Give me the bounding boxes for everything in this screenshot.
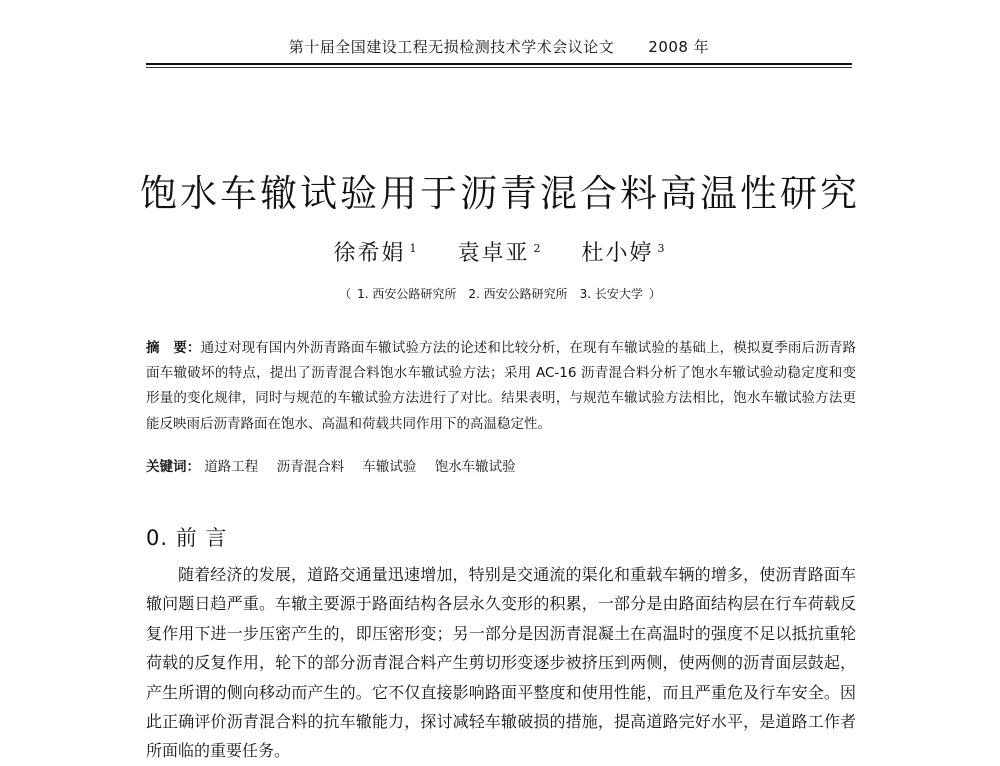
author: 袁卓亚 $^2$ xyxy=(457,241,543,266)
affiliation: 3. 长安大学 xyxy=(579,287,643,301)
author-list xyxy=(200,236,800,267)
abstract-label: 摘 要： xyxy=(146,340,201,356)
section-heading: 0. 前 言 xyxy=(146,526,228,550)
keyword: 饱水车辙试验 xyxy=(434,459,516,475)
affiliation-list: （ 1. 西安公路研究所 2. 西安公路研究所 3. 长安大学 ） xyxy=(339,287,661,301)
keyword: 道路工程 xyxy=(204,459,259,475)
conference-year: 2008 年 xyxy=(648,38,710,56)
author: 徐希娟 $^1$ xyxy=(333,241,419,266)
section-body xyxy=(146,560,856,766)
conference-name: 第十届全国建设工程无损检测技术学术会议论文 xyxy=(288,38,615,56)
abstract-text: 通过对现有国内外沥青路面车辙试验方法的论述和比较分析，在现有车辙试验的基础上，模拟夏季雨后沥青路面车辙破坏的特点，提出了沥青混合料饱水车辙试验方法；采用 AC-16 沥青混合料分析了饱水车辙试验动稳定度和变形量的变化规律，同时与规范的车辙试验方法进行了对比。结果表明，与规范车辙试验方法相比，饱水车辙试验方法更能反映雨后沥青路面在饱水、高温和荷载共同作用下的高温稳定性。 xyxy=(146,340,857,432)
keywords xyxy=(146,455,856,475)
author-mark: 3 xyxy=(657,241,667,255)
keyword: 沥青混合料 xyxy=(276,459,345,475)
author-mark: 1 xyxy=(409,241,419,255)
abstract xyxy=(146,336,856,437)
paragraph: 随着经济的发展，道路交通量迅速增加，特别是交通流的渠化和重载车辆的增多，使沥青路面车辙问题日趋严重。车辙主要源于路面结构各层永久变形的积累，一部分是由路面结构层在行车荷载反复作用下进一步压密产生的，即压密形变；另一部分是因沥青混凝土在高温时的强度不足以抵抗重轮荷载的反复作用，轮下的部分沥青混合料产生剪切形变逐步被挤压到两侧，使两侧的沥青面层鼓起，产生所谓的侧向移动而产生的。它不仅直接影响路面平整度和使用性能，而且严重危及行车安全。因此正确评价沥青混合料的抗车辙能力，探讨减轻车辙破损的措施，提高道路完好水平，是道路工作者所面临的重要任务。 xyxy=(146,565,856,761)
keywords-label: 关键词： xyxy=(146,459,200,475)
header-rule-thin xyxy=(146,67,852,68)
author-mark: 2 xyxy=(533,241,543,255)
paper-title: 饱水车辙试验用于沥青混合料高温性研究 xyxy=(140,171,860,215)
header-rule xyxy=(146,63,852,65)
author: 杜小婷 $^3$ xyxy=(581,241,667,266)
affiliation: 1. 西安公路研究所 xyxy=(357,287,457,301)
affiliation: 2. 西安公路研究所 xyxy=(468,287,568,301)
keyword: 车辙试验 xyxy=(362,459,417,475)
running-head xyxy=(146,36,852,57)
